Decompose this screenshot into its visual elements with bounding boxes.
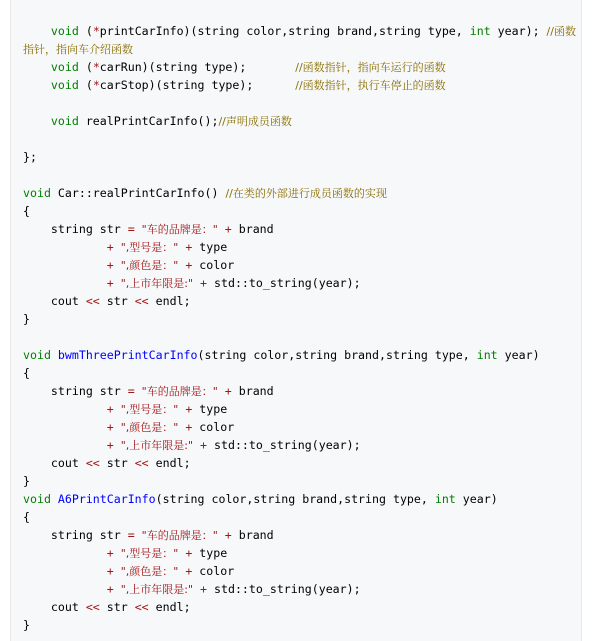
code-token: + [224,222,232,236]
code-token: Car::realPrintCarInfo() [50,186,226,200]
code-token: ",型号是：" [120,241,179,254]
code-token [114,240,121,254]
code-token: brand [231,222,274,236]
code-token: << [134,294,149,308]
code-token: 指针，指向车介绍函数 [23,43,133,56]
code-token: } [23,312,30,326]
code-token: cout [23,294,86,308]
code-token: str [99,600,135,614]
code-token: { [23,204,30,218]
code-token: "车的品牌是：" [141,223,218,236]
code-token [23,240,107,254]
code-token: + [224,528,232,542]
code-line [23,112,576,130]
code-line [23,256,576,274]
code-token: = [127,222,135,236]
code-token [23,24,51,38]
code-token [23,60,51,74]
code-line [23,292,576,310]
code-line [23,382,576,400]
code-line [23,40,576,58]
code-token: << [85,456,100,470]
code-listing [23,22,576,634]
code-token [218,528,225,542]
code-token: type [192,240,228,254]
code-token: (string color,string brand,string type, [155,492,435,506]
code-token: //函数指针，执行车停止的函数 [295,79,446,92]
code-line [23,418,576,436]
code-token [193,438,200,452]
code-line [23,220,576,238]
code-token: + [106,276,114,290]
code-token: type [192,402,228,416]
code-token: year); [490,24,547,38]
code-token: + [106,438,114,452]
code-token: str [99,456,135,470]
code-line [23,616,576,634]
code-token: << [134,456,149,470]
code-line [23,346,576,364]
code-token [23,438,107,452]
code-line [23,472,576,490]
code-token: color [192,420,235,434]
code-token [23,564,107,578]
code-token: int [476,348,498,362]
code-token: ",上市年限是:" [120,583,194,596]
code-token: } [23,474,30,488]
code-token: void [50,24,79,38]
code-token: endl; [148,294,191,308]
code-token [114,546,121,560]
code-token [51,492,58,506]
code-token: year) [497,348,540,362]
code-token: "车的品牌是：" [141,385,218,398]
code-token: year) [455,492,498,506]
code-line [23,580,576,598]
code-token: + [106,402,114,416]
code-token: realPrintCarInfo(); [78,114,219,128]
code-token: printCarInfo)(string color,string brand,string type, [99,24,470,38]
code-token: << [85,294,100,308]
code-token: * [92,78,100,92]
code-line [23,94,576,112]
code-line [23,310,576,328]
code-token: "车的品牌是：" [141,529,218,542]
code-token: A6PrintCarInfo [57,492,156,506]
code-line [23,202,576,220]
code-line [23,76,576,94]
code-token: //声明成员函数 [218,115,292,128]
code-token: endl; [148,456,191,470]
code-line [23,562,576,580]
code-token: //函数 [546,25,576,38]
code-token: + [185,546,193,560]
code-line [23,526,576,544]
code-token: + [185,420,193,434]
code-token: + [185,258,193,272]
code-token: carRun)(string type); [99,60,296,74]
code-token [114,258,121,272]
code-token [23,546,107,560]
code-token: std::to_string(year); [207,276,361,290]
code-token: + [200,582,208,596]
code-line [23,436,576,454]
code-token [23,582,107,596]
code-line [23,328,576,346]
code-token [23,258,107,272]
code-token [193,276,200,290]
code-token: ",上市年限是:" [120,277,194,290]
code-token [51,348,58,362]
code-token: ( [78,24,93,38]
code-token [23,114,51,128]
code-token [114,276,121,290]
code-token: str [99,294,135,308]
code-token [135,384,142,398]
code-token [23,276,107,290]
code-token: + [185,240,193,254]
code-token: void [23,186,51,200]
code-token [193,582,200,596]
code-token: + [106,420,114,434]
code-token: void [23,348,51,362]
code-token [218,384,225,398]
code-token: }; [23,150,37,164]
code-line [23,544,576,562]
code-line [23,508,576,526]
code-token: ",颜色是：" [120,565,179,578]
code-token: ",颜色是：" [120,421,179,434]
code-token: void [23,492,51,506]
code-token [23,420,107,434]
code-line [23,58,576,76]
code-token: ( [78,60,93,74]
code-token [23,78,51,92]
code-token: ",上市年限是:" [120,439,194,452]
code-token: void [50,78,79,92]
code-token: //在类的外部进行成员函数的实现 [225,187,387,200]
code-line [23,364,576,382]
code-token: brand [231,384,274,398]
code-token: } [23,618,30,632]
code-block [10,0,582,641]
code-token: string str [23,528,128,542]
code-token: color [192,258,235,272]
code-token [114,582,121,596]
code-token: void [50,114,79,128]
code-token: + [106,546,114,560]
code-line [23,238,576,256]
code-token: cout [23,456,86,470]
code-token: std::to_string(year); [207,438,361,452]
code-token: int [434,492,456,506]
code-line [23,22,576,40]
code-token: string str [23,222,128,236]
code-token: ",颜色是：" [120,259,179,272]
code-token: brand [231,528,274,542]
code-token: + [106,240,114,254]
code-token: + [185,402,193,416]
code-token: << [134,600,149,614]
code-line [23,274,576,292]
code-token: { [23,510,30,524]
code-token [135,222,142,236]
code-token: int [469,24,491,38]
code-token: bwmThreePrintCarInfo [57,348,198,362]
code-token: (string color,string brand,string type, [197,348,477,362]
code-token: string str [23,384,128,398]
code-line [23,130,576,148]
code-token [114,420,121,434]
code-token [23,402,107,416]
code-token: { [23,366,30,380]
code-token: std::to_string(year); [207,582,361,596]
code-token: type [192,546,228,560]
code-token: + [106,564,114,578]
code-token [218,222,225,236]
code-token: //函数指针，指向车运行的函数 [295,61,446,74]
code-token: + [224,384,232,398]
code-token: + [200,438,208,452]
code-line [23,184,576,202]
code-token: = [127,528,135,542]
code-token: ",型号是：" [120,403,179,416]
code-token: << [85,600,100,614]
code-line [23,454,576,472]
code-token [114,438,121,452]
code-line [23,148,576,166]
code-token: endl; [148,600,191,614]
code-token: ",型号是：" [120,547,179,560]
code-token: + [106,258,114,272]
code-line [23,598,576,616]
code-token: void [50,60,79,74]
code-line [23,400,576,418]
code-token: = [127,384,135,398]
code-line [23,490,576,508]
code-token: * [92,60,100,74]
code-token: + [185,564,193,578]
code-token: * [92,24,100,38]
code-token: color [192,564,235,578]
code-token: + [106,582,114,596]
code-line [23,166,576,184]
code-token: cout [23,600,86,614]
code-token: + [200,276,208,290]
code-token: carStop)(string type); [99,78,296,92]
code-token: ( [78,78,93,92]
code-token [114,402,121,416]
code-token [135,528,142,542]
code-token [114,564,121,578]
